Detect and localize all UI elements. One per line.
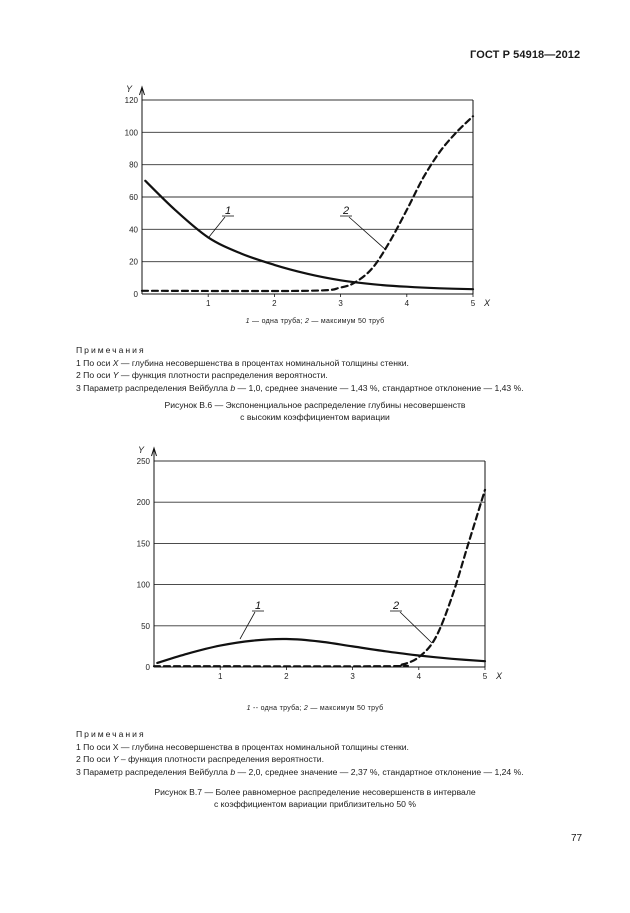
- note-3: 3 Параметр распределения Вейбулла b — 1,0, среднее значение — 1,43 %, стандартное отклонение — 1,43 %.: [76, 382, 524, 393]
- curve-label-2: 2: [342, 205, 350, 217]
- series-2-curve: [142, 116, 473, 291]
- legend-2-number: 2: [303, 705, 309, 712]
- legend-2-text: — максимум 50 труб: [309, 318, 385, 325]
- figure6-ticks: [125, 96, 476, 308]
- figure7-axes: [138, 445, 503, 681]
- y-tick-label: 40: [129, 225, 138, 235]
- x-tick-label: 4: [416, 672, 422, 681]
- note-1: 1 По оси X — глубина несовершенства в процентах номинальной толщины стенки.: [76, 357, 409, 368]
- figure6-grid: [142, 100, 473, 262]
- figure6-chart: [0, 74, 630, 314]
- figure7-caption: [0, 787, 630, 810]
- note-1: 1 По оси Х — глубина несовершенства в процентах номинальной толщины стенки.: [76, 741, 409, 752]
- y-tick-label: 120: [124, 96, 138, 105]
- series-1-curve: [157, 639, 485, 663]
- curve-label-leader: [349, 217, 386, 250]
- series-2-curve: [154, 490, 485, 667]
- x-tick-label: 2: [284, 672, 289, 681]
- caption-line-1: Рисунок В.7 — Более равномерное распределение несовершенств в интервале: [154, 787, 476, 797]
- legend-1-text: — одна труба;: [249, 318, 305, 325]
- x-tick-label: 4: [404, 299, 410, 308]
- caption-line-2: с коэффициентом вариации приблизительно 50 %: [214, 798, 416, 809]
- y-tick-label: 250: [136, 457, 150, 466]
- y-tick-label: 60: [129, 193, 138, 202]
- figure7-legend: [0, 705, 630, 712]
- figure7-notes: [76, 728, 524, 778]
- x-tick-label: 1: [205, 299, 211, 308]
- curve-label-2: 2: [392, 600, 400, 612]
- curve-label-leader: [209, 217, 225, 237]
- caption-line-1: Рисунок В.6 — Экспоненциальное распределение глубины несовершенств: [164, 400, 466, 410]
- figure6-notes: [76, 344, 524, 394]
- curve-label-leader: [400, 612, 432, 643]
- figure7-curve-labels: [240, 600, 432, 643]
- legend-1-text: -- одна труба;: [250, 705, 304, 712]
- figure7-grid: [154, 461, 485, 626]
- caption-line-2: с высоким коэффициентом вариации: [240, 411, 390, 422]
- standard-header: ГОСТ Р 54918—2012: [470, 49, 581, 61]
- legend-2-number: 2: [304, 318, 310, 325]
- x-axis-label: X: [483, 298, 491, 308]
- x-tick-label: 5: [470, 299, 476, 308]
- y-tick-label: 50: [141, 621, 150, 631]
- y-axis-label: Y: [137, 445, 145, 455]
- x-tick-label: 3: [350, 672, 355, 681]
- legend-1-number: 1: [245, 318, 250, 325]
- y-tick-label: 200: [136, 498, 150, 508]
- figure7-series: [154, 490, 485, 667]
- notes-title: Примечания: [76, 729, 146, 739]
- legend-2-text: — максимум 50 труб: [308, 705, 384, 712]
- y-tick-label: 150: [136, 539, 150, 549]
- x-tick-label: 1: [217, 672, 223, 681]
- y-tick-label: 0: [133, 290, 138, 299]
- x-tick-label: 3: [338, 299, 343, 308]
- x-tick-label: 5: [482, 672, 488, 681]
- y-axis-label: Y: [125, 84, 133, 94]
- curve-label-1: 1: [224, 205, 232, 217]
- figure7-ticks: [137, 457, 488, 681]
- y-tick-label: 20: [129, 257, 138, 267]
- y-tick-label: 100: [136, 580, 150, 590]
- notes-title: Примечания: [76, 345, 146, 355]
- figure6-caption: [0, 400, 630, 423]
- note-2: 2 По оси Y – функция плотности распределения вероятности.: [76, 754, 324, 765]
- y-tick-label: 80: [129, 160, 138, 170]
- figure6-series: [142, 116, 473, 291]
- y-tick-label: 0: [145, 663, 150, 672]
- legend-1-number: 1: [246, 705, 251, 712]
- figure6-legend: [0, 318, 630, 325]
- note-2: 2 По оси Y — функция плотности распределения вероятности.: [76, 370, 328, 381]
- figure7-chart: [0, 443, 630, 693]
- x-axis-label: X: [495, 671, 503, 681]
- curve-label-1: 1: [254, 600, 262, 612]
- y-tick-label: 100: [124, 128, 138, 138]
- x-tick-label: 2: [272, 299, 277, 308]
- page-number: 77: [571, 833, 583, 844]
- figure6-curve-labels: [209, 205, 386, 250]
- note-3: 3 Параметр распределения Вейбулла b — 2,0, среднее значение — 2,37 %, стандартное отклонение — 1,24 %.: [76, 766, 524, 777]
